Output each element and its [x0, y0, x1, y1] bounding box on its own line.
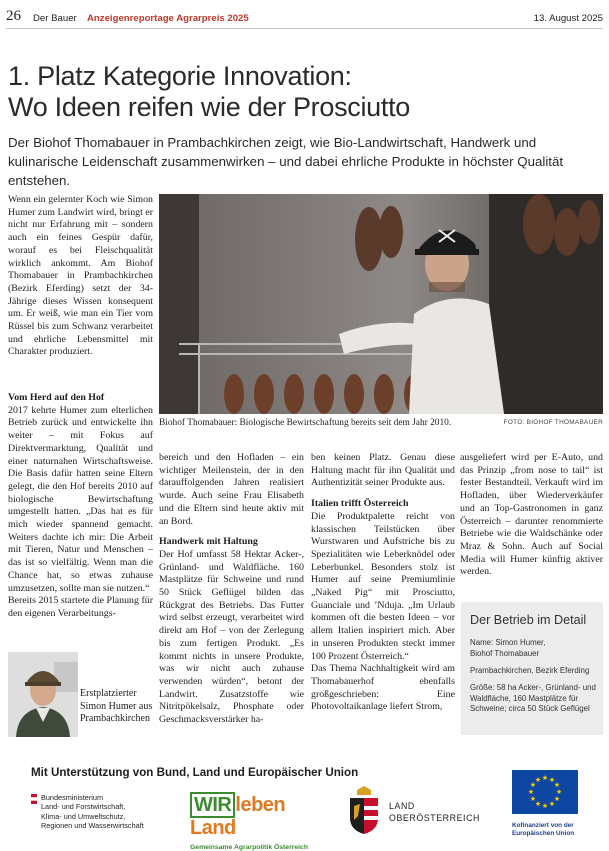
wir-leben-land-logo	[190, 794, 330, 851]
svg-text:★: ★	[527, 788, 535, 796]
svg-text:★: ★	[548, 776, 556, 784]
upper-austria-coat-of-arms-icon	[347, 786, 381, 834]
eu-caption-line-1: Kofinanziert von der	[512, 822, 574, 829]
eu-logo	[512, 770, 582, 838]
publication-name: Der Bauer	[33, 13, 77, 24]
wir-subtitle: Gemeinsame Agrarpolitik Österreich	[190, 844, 308, 851]
photo-caption	[159, 418, 603, 428]
farmer-photo	[159, 194, 603, 414]
svg-text:★: ★	[548, 800, 556, 808]
column-1-bottom	[8, 392, 153, 621]
column-4	[460, 452, 603, 579]
eu-caption-line-2: Europäischen Union	[512, 829, 575, 837]
col4-paragraph-1: ausgeliefert wird per E-Auto, und das Prinzip „from nose to tail“ ist fester Bestandteil. Verkauft wird im Hofladen, über Wiederverkäufer und an Top-Gastronomen in ganz Österreich – darunter renommierte Betriebe wie die Waldschänke oder Mraz & Sohn. Auch auf Social Media will Humer künftig aktiver werden.	[460, 452, 603, 578]
wir-wordmark-part: WIR	[190, 792, 235, 818]
section-label: Anzeigenreportage Agrarpreis 2025	[87, 13, 249, 24]
subheading-italien: Italien trifft Österreich	[311, 498, 409, 510]
title-line-2: Wo Ideen reifen wie der Prosciutto	[8, 92, 411, 122]
col3-paragraph-2: Die Produktpalette reicht von klassischen Teilstücken über Wurstwaren und Aufstriche bis zu Spezialitäten wie Leberknödel oder Leberbunkel. Besonders stolz ist Humer auf seine Premiumlinie „Naked Pig“ mit Prosciutto, Guanciale und ’Nduja. „Im Urlaub kommen oft die besten Ideen – vor allem Italien inspiriert mich. Aber in unseren Produkten steckt immer 100 Prozent Österreich.“	[311, 510, 455, 662]
info-location: Prambachkirchen, Bezirk Eferding	[470, 666, 590, 675]
photo-caption-text: Biohof Thomabauer: Biologische Bewirtschaftung bereits seit dem Jahr 2010.	[159, 418, 452, 428]
info-box-title: Der Betrieb im Detail	[470, 613, 587, 627]
col1-paragraph-3: Bereits 2015 startete die Planung für den eigenen Verarbeitungs-	[8, 595, 153, 619]
austria-flag-icon	[31, 794, 37, 804]
photo-credit: FOTO: BIOHOF THOMABAUER	[503, 419, 603, 426]
col3-paragraph-1: ben keinen Platz. Genau diese Haltung macht für ihn Qualität und Authentizität seiner Produkte aus.	[311, 452, 455, 489]
eu-flag-icon	[512, 770, 578, 814]
svg-text:★: ★	[553, 781, 561, 789]
issue-date: 13. August 2025	[533, 13, 603, 24]
farmer-photo-illustration	[159, 194, 603, 414]
col1-paragraph-1: Wenn ein gelernter Koch wie Simon Humer zum Landwirt wird, bringt er nicht nur Erfahrung mit – sondern auch ein feines Gespür dafür, worauf es bei Fleischqualität wirklich ankommt. Am Biohof Thomabauer in Prambachkirchen (Bezirk Eferding) setzt der 34-Jährige dieses Wissen konsequent um. Er weiß, wie man ein Tier vom Rüssel bis zum Schwanz verarbeitet und ehrliche Lebensmittel mit Charakter produziert.	[8, 194, 153, 358]
info-box	[461, 602, 603, 735]
ooe-line-1: LAND	[389, 801, 415, 811]
svg-text:★: ★	[541, 774, 549, 782]
svg-text:★: ★	[553, 795, 561, 803]
col2-paragraph-1: bereich und den Hofladen – ein wichtiger Meilenstein, der in den darauffolgenden Jahren realisiert wurde. Auch seine Frau Elisabeth und die Eltern sind heute aktiv mit an Bord.	[159, 452, 304, 527]
ministry-line-1: Bundesministerium	[41, 793, 104, 802]
subheading-vom-herd: Vom Herd auf den Hof	[8, 392, 105, 403]
page-number: 26	[6, 8, 21, 24]
ministry-line-4: Regionen und Wasserwirtschaft	[41, 820, 144, 830]
svg-text:★: ★	[555, 788, 563, 796]
ministry-line-3: Klima- und Umweltschutz,	[41, 811, 126, 821]
lead-paragraph: Der Biohof Thomabauer in Prambachkirchen zeigt, wie Bio-Landwirtschaft, Handwerk und kulinarische Leidenschaft zusammenwirken – und dabei ehrliche Produkte in höchster Qualität entstehen.	[8, 135, 564, 188]
portrait-caption: Erstplatzierter Simon Humer aus Prambachkirchen	[80, 688, 153, 724]
upper-austria-logo	[345, 786, 495, 836]
leben-land-wordmark-part: leben Land	[190, 794, 286, 839]
info-name-line-1: Name: Simon Humer,	[470, 638, 546, 647]
ministry-line-2: Land- und Forstwirtschaft,	[41, 802, 126, 812]
col1-paragraph-2: 2017 kehrte Humer zum elterlichen Betrieb zurück und entwickelte ihn weiter – mit Fokus auf Direktvermarktung, Qualität und einer naturnahen Wirtschaftsweise. Die Basis dafür hatten seine Eltern gelegt, die den Hof bereits 2010 auf biologische Bewirtschaftung umgestellt hatten. „Das hat es für mich wieder spannend gemacht. Weiters dachte ich mir: Die Arbeit mit Tieren, Natur und Menschen – das ist so vielfältig. Wenn man die Chance hat, so etwas zuhause umzusetzen, sollte man sie nutzen.“	[8, 404, 153, 594]
support-line: Mit Unterstützung von Bund, Land und Europäischer Union	[31, 766, 359, 779]
page-title	[8, 61, 598, 123]
wir-leben-land-wordmark	[190, 794, 330, 840]
svg-text:★: ★	[529, 781, 537, 789]
portrait-photo	[8, 652, 78, 737]
col2-paragraph-2: Der Hof umfasst 58 Hektar Acker-, Grünland- und Waldfläche. 160 Mastplätze für Schweine und rund 50 Stück Geflügel bilden das Rückgrat des Betriebs. Das Futter wird selbst erzeugt, verarbeitet wird direkt am Hof – von der Zerlegung bis zum fertigen Produkt. „Es kommt nichts in unsere Produkte, was wir nicht auch zuhause verwenden würden“, betont der Landwirt. Zusatzstoffe wie Nitritpökelsalz, Phosphate oder Geschmacksverstärker ha-	[159, 548, 304, 726]
ooe-line-2: OBERÖSTERREICH	[389, 813, 481, 823]
info-name-line-2: Biohof Thomabauer	[470, 649, 540, 658]
svg-text:★: ★	[529, 795, 537, 803]
subheading-handwerk: Handwerk mit Haltung	[159, 536, 258, 548]
svg-text:★: ★	[541, 802, 549, 810]
title-line-1: 1. Platz Kategorie Innovation:	[8, 61, 352, 91]
portrait-illustration	[8, 652, 78, 737]
ministry-logo	[31, 793, 181, 830]
col3-paragraph-3: Das Thema Nachhaltigkeit wird am Thomabauerhof ebenfalls großgeschrieben: Eine Photovoltaikanlage liefert Strom,	[311, 663, 455, 713]
page-header	[6, 8, 603, 29]
column-2	[159, 452, 304, 727]
info-size: Größe: 58 ha Acker-, Grünland- und Waldfläche, 160 Mastplätze für Schweine; circa 50 Stück Geflügel	[470, 683, 596, 714]
column-3	[311, 452, 455, 714]
svg-text:★: ★	[534, 800, 542, 808]
svg-text:★: ★	[534, 776, 542, 784]
column-1-top	[8, 194, 153, 359]
